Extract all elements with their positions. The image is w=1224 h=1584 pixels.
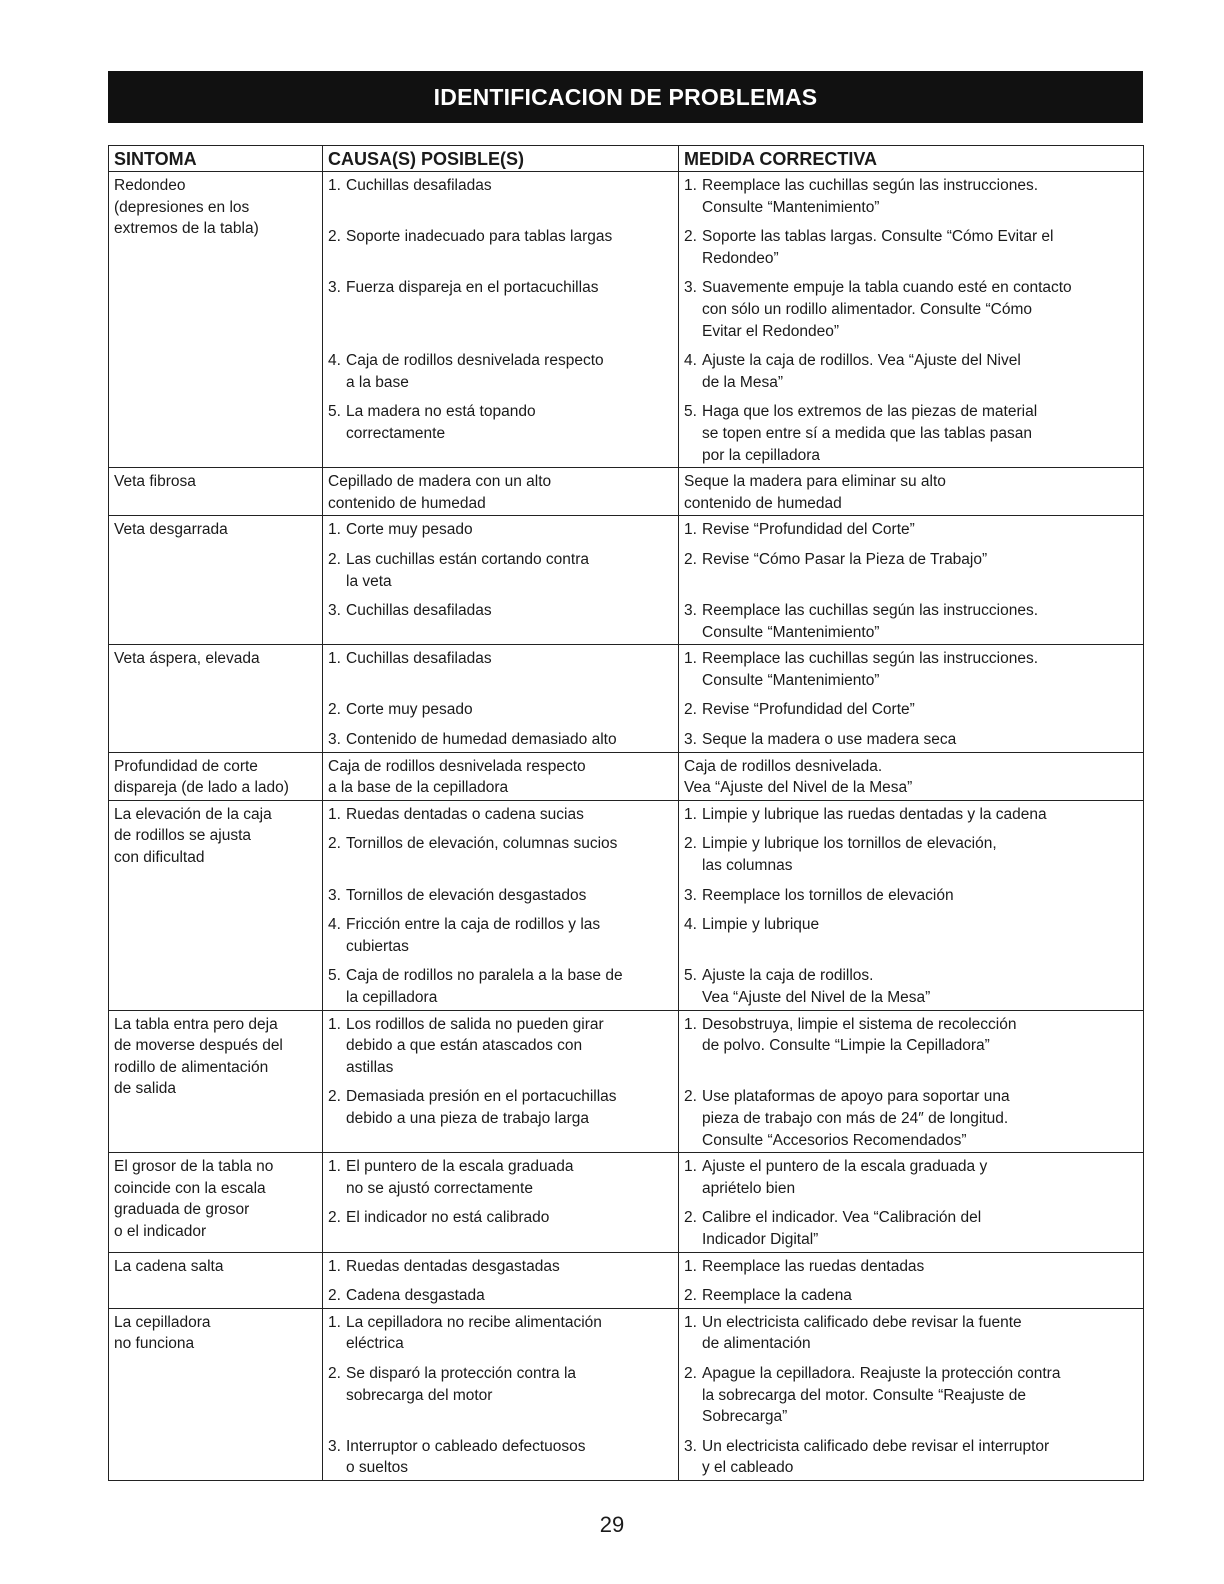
fix-cell [679, 516, 1144, 546]
fix-cell [679, 597, 1144, 645]
fix-item [684, 175, 1139, 218]
cause-item [328, 1285, 674, 1307]
fix-item [684, 1086, 1139, 1151]
fix-text: Reemplace las cuchillas según las instrucciones. Consulte “Mantenimiento” [702, 602, 1038, 641]
fix-text: Un electricista calificado debe revisar el interruptor y el cableado [702, 1437, 1050, 1477]
cause-text: Caja de rodillos desnivelada respecto a la base de la cepilladora [328, 757, 586, 797]
symptom-cell: El grosor de la tabla no coincide con la escala graduada de grosor o el indicador [109, 1153, 323, 1252]
cause-item [328, 699, 674, 721]
item-number: 2. [328, 228, 341, 246]
item-number: 2. [684, 1364, 697, 1382]
cause-item [328, 600, 674, 622]
symptom-cell: La tabla entra pero deja de moverse después del rodillo de alimentación de salida [109, 1010, 323, 1153]
symptom-cell: Redondeo (depresiones en los extremos de la tabla) [109, 172, 323, 468]
fix-item [684, 965, 1139, 1008]
item-number: 2. [684, 835, 697, 853]
cause-item [328, 175, 674, 197]
fix-item [684, 401, 1139, 466]
item-number: 2. [328, 835, 341, 853]
page-number: 29 [599, 1512, 625, 1537]
cause-item [328, 401, 674, 444]
fix-text: Use plataformas de apoyo para soportar una pieza de trabajo con más de 24″ de longitud. Consulte “Accesorios Recomendados” [702, 1088, 1010, 1149]
cause-text: Demasiada presión en el portacuchillas debido a una pieza de trabajo larga [346, 1088, 617, 1127]
fix-cell [679, 398, 1144, 467]
fix-text: Ajuste la caja de rodillos. Vea “Ajuste del Nivel de la Mesa” [702, 352, 1021, 391]
item-number: 2. [684, 550, 697, 568]
cause-item [328, 1156, 674, 1199]
cause-text: Fricción entre la caja de rodillos y las cubiertas [346, 916, 601, 955]
item-number: 1. [684, 521, 697, 539]
cause-text: Fuerza dispareja en el portacuchillas [346, 279, 599, 297]
header-symptom: SINTOMA [109, 146, 323, 172]
fix-text: Haga que los extremos de las piezas de material se topen entre sí a medida que las tablas pasan por la cepilladora [702, 403, 1038, 464]
cause-cell [323, 830, 679, 881]
cause-text: Soporte inadecuado para tablas largas [346, 228, 613, 246]
item-number: 1. [328, 177, 341, 194]
fix-cell [679, 645, 1144, 697]
item-number: 4. [684, 352, 697, 370]
cause-cell [323, 1010, 679, 1083]
symptom-cell: La cadena salta [109, 1252, 323, 1308]
fix-cell [679, 726, 1144, 752]
cause-cell [323, 726, 679, 752]
cause-item [328, 519, 674, 541]
table-row [109, 645, 1144, 697]
cause-item [328, 471, 674, 514]
fix-item [684, 699, 1139, 721]
item-number: 5. [328, 403, 341, 421]
cause-cell [323, 172, 679, 224]
item-number: 1. [328, 1313, 341, 1331]
table-body [109, 172, 1144, 1481]
item-number: 1. [684, 1257, 697, 1275]
fix-item [684, 914, 1139, 936]
cause-cell [323, 274, 679, 347]
item-number: 1. [684, 650, 697, 668]
symptom-cell: Veta desgarrada [109, 516, 323, 645]
item-number: 2. [328, 1287, 341, 1305]
fix-cell [679, 274, 1144, 347]
item-number: 3. [328, 1437, 341, 1455]
cause-cell [323, 1083, 679, 1152]
fix-text: Limpie y lubrique los tornillos de elevación, las columnas [702, 835, 997, 875]
item-number: 2. [328, 550, 341, 568]
fix-cell [679, 468, 1144, 516]
troubleshooting-table [108, 145, 1144, 1481]
cause-cell [323, 223, 679, 274]
item-number: 1. [328, 650, 341, 668]
fix-item [684, 1436, 1139, 1479]
item-number: 3. [328, 602, 341, 620]
fix-cell [679, 1010, 1144, 1083]
cause-item [328, 833, 674, 855]
fix-item [684, 277, 1139, 342]
fix-item [684, 519, 1139, 541]
cause-text: El puntero de la escala graduada no se ajustó correctamente [346, 1158, 574, 1197]
fix-cell [679, 546, 1144, 597]
item-number: 3. [328, 886, 341, 904]
item-number: 3. [684, 886, 697, 904]
item-number: 1. [328, 1158, 341, 1176]
item-number: 1. [684, 1015, 697, 1033]
item-number: 1. [328, 521, 341, 539]
cause-item [328, 729, 674, 751]
fix-text: Seque la madera para eliminar su alto contenido de humedad [684, 473, 946, 512]
cause-text: Los rodillos de salida no pueden girar debido a que están atascados con astillas [346, 1015, 604, 1076]
cause-item [328, 648, 674, 670]
cause-cell [323, 347, 679, 398]
cause-item [328, 549, 674, 592]
fix-text: Ajuste la caja de rodillos. Vea “Ajuste del Nivel de la Mesa” [702, 967, 931, 1006]
fix-cell [679, 223, 1144, 274]
table-row [109, 172, 1144, 224]
cause-text: Contenido de humedad demasiado alto [346, 731, 617, 749]
cause-cell [323, 516, 679, 546]
item-number: 5. [684, 967, 697, 985]
cause-text: Ruedas dentadas o cadena sucias [346, 805, 584, 823]
cause-cell [323, 1204, 679, 1252]
table-row [109, 1153, 1144, 1205]
fix-item [684, 885, 1139, 907]
cause-item [328, 1014, 674, 1079]
cause-text: Caja de rodillos no paralela a la base de la cepilladora [346, 967, 623, 1006]
fix-item [684, 1363, 1139, 1428]
fix-text: Revise “Profundidad del Corte” [702, 521, 915, 539]
fix-item [684, 648, 1139, 691]
item-number: 2. [328, 1209, 341, 1227]
item-number: 2. [328, 1088, 341, 1106]
cause-cell [323, 1252, 679, 1282]
symptom-cell: Profundidad de corte dispareja (de lado a lado) [109, 752, 323, 800]
fix-text: Desobstruya, limpie el sistema de recolección de polvo. Consulte “Limpie la Cepilladora” [702, 1015, 1017, 1055]
fix-item [684, 1156, 1139, 1199]
fix-cell [679, 800, 1144, 830]
table-header-row [109, 146, 1144, 172]
cause-item [328, 350, 674, 393]
item-number: 5. [684, 403, 697, 421]
fix-cell [679, 1083, 1144, 1152]
fix-item [684, 1256, 1139, 1278]
cause-item [328, 756, 674, 799]
page-title: IDENTIFICACION DE PROBLEMAS [433, 83, 818, 110]
cause-text: Cepillado de madera con un alto contenido de humedad [328, 473, 552, 512]
cause-text: Ruedas dentadas desgastadas [346, 1257, 560, 1275]
item-number: 2. [684, 1287, 697, 1305]
fix-text: Limpie y lubrique las ruedas dentadas y la cadena [702, 805, 1047, 823]
cause-item [328, 1363, 674, 1406]
cause-text: Tornillos de elevación, columnas sucios [346, 835, 618, 853]
table-row [109, 1010, 1144, 1083]
table-row [109, 752, 1144, 800]
cause-item [328, 1436, 674, 1479]
item-number: 3. [684, 731, 697, 749]
fix-item [684, 471, 1139, 514]
cause-item [328, 1312, 674, 1355]
item-number: 4. [684, 916, 697, 934]
header-cause: CAUSA(S) POSIBLE(S) [323, 146, 679, 172]
item-number: 2. [328, 1364, 341, 1382]
fix-item [684, 1285, 1139, 1307]
page-title-banner [108, 71, 1143, 123]
fix-cell [679, 1153, 1144, 1205]
table-row [109, 1308, 1144, 1360]
cause-item [328, 885, 674, 907]
fix-text: Un electricista calificado debe revisar la fuente de alimentación [702, 1313, 1022, 1353]
fix-text: Reemplace la cadena [702, 1287, 852, 1305]
fix-text: Calibre el indicador. Vea “Calibración del Indicador Digital” [702, 1209, 982, 1248]
cause-cell [323, 468, 679, 516]
fix-item [684, 600, 1139, 643]
fix-cell [679, 1252, 1144, 1282]
item-number: 2. [328, 701, 341, 719]
item-number: 1. [328, 1015, 341, 1033]
cause-text: Caja de rodillos desnivelada respecto a la base [346, 352, 604, 391]
cause-text: Interruptor o cableado defectuosos o sueltos [346, 1437, 586, 1477]
cause-cell [323, 752, 679, 800]
cause-cell [323, 398, 679, 467]
cause-text: Cadena desgastada [346, 1287, 485, 1305]
cause-cell [323, 800, 679, 830]
fix-cell [679, 696, 1144, 726]
cause-cell [323, 1433, 679, 1481]
cause-text: El indicador no está calibrado [346, 1209, 550, 1227]
cause-text: Corte muy pesado [346, 701, 473, 719]
fix-text: Revise “Profundidad del Corte” [702, 701, 915, 719]
symptom-cell: La elevación de la caja de rodillos se ajusta con dificultad [109, 800, 323, 1010]
fix-item [684, 756, 1139, 799]
cause-cell [323, 962, 679, 1010]
cause-text: Tornillos de elevación desgastados [346, 886, 587, 904]
cause-text: Cuchillas desafiladas [346, 650, 492, 668]
item-number: 3. [328, 731, 341, 749]
fix-cell [679, 962, 1144, 1010]
cause-text: Corte muy pesado [346, 521, 473, 539]
table-row [109, 800, 1144, 830]
fix-cell [679, 1308, 1144, 1360]
cause-cell [323, 1360, 679, 1433]
item-number: 2. [684, 228, 697, 246]
cause-cell [323, 1282, 679, 1308]
cause-cell [323, 597, 679, 645]
fix-text: Revise “Cómo Pasar la Pieza de Trabajo” [702, 550, 988, 568]
item-number: 3. [684, 1437, 697, 1455]
fix-item [684, 804, 1139, 826]
item-number: 2. [684, 1088, 697, 1106]
cause-text: La cepilladora no recibe alimentación eléctrica [346, 1313, 602, 1353]
fix-item [684, 1207, 1139, 1250]
fix-item [684, 549, 1139, 571]
table-row [109, 1252, 1144, 1282]
fix-cell [679, 1433, 1144, 1481]
item-number: 1. [684, 1313, 697, 1331]
item-number: 4. [328, 352, 341, 370]
cause-cell [323, 546, 679, 597]
cause-item [328, 1207, 674, 1229]
fix-item [684, 833, 1139, 876]
item-number: 1. [684, 805, 697, 823]
fix-text: Suavemente empuje la tabla cuando esté en contacto con sólo un rodillo alimentador. Consulte “Cómo Evitar el Redondeo” [702, 279, 1072, 340]
cause-item [328, 1256, 674, 1278]
fix-text: Reemplace las cuchillas según las instrucciones. Consulte “Mantenimiento” [702, 177, 1038, 216]
fix-text: Reemplace las ruedas dentadas [702, 1257, 925, 1275]
item-number: 2. [684, 701, 697, 719]
cause-text: Las cuchillas están cortando contra la veta [346, 550, 589, 590]
fix-cell [679, 752, 1144, 800]
symptom-cell: Veta áspera, elevada [109, 645, 323, 752]
cause-cell [323, 1308, 679, 1360]
cause-cell [323, 1153, 679, 1205]
header-fix: MEDIDA CORRECTIVA [679, 146, 1144, 172]
cause-item [328, 277, 674, 299]
cause-text: Cuchillas desafiladas [346, 177, 492, 194]
fix-cell [679, 1282, 1144, 1308]
item-number: 3. [684, 279, 697, 297]
fix-item [684, 729, 1139, 751]
item-number: 1. [684, 177, 697, 194]
item-number: 3. [684, 602, 697, 620]
cause-item [328, 1086, 674, 1129]
fix-cell [679, 347, 1144, 398]
cause-cell [323, 911, 679, 962]
fix-text: Caja de rodillos desnivelada. Vea “Ajuste del Nivel de la Mesa” [684, 757, 913, 797]
cause-text: Cuchillas desafiladas [346, 602, 492, 620]
cause-item [328, 804, 674, 826]
fix-cell [679, 830, 1144, 881]
symptom-cell: Veta fibrosa [109, 468, 323, 516]
cause-text: La madera no está topando correctamente [346, 403, 536, 442]
fix-text: Ajuste el puntero de la escala graduada y apriételo bien [702, 1158, 988, 1197]
item-number: 1. [328, 805, 341, 823]
item-number: 2. [684, 1209, 697, 1227]
table-row [109, 468, 1144, 516]
fix-cell [679, 882, 1144, 912]
cause-cell [323, 882, 679, 912]
item-number: 5. [328, 967, 341, 985]
item-number: 3. [328, 279, 341, 297]
cause-item [328, 914, 674, 957]
fix-cell [679, 1360, 1144, 1433]
item-number: 4. [328, 916, 341, 934]
item-number: 1. [328, 1257, 341, 1275]
symptom-cell: La cepilladora no funciona [109, 1308, 323, 1480]
fix-text: Soporte las tablas largas. Consulte “Cómo Evitar el Redondeo” [702, 228, 1054, 267]
fix-text: Seque la madera o use madera seca [702, 731, 957, 749]
fix-cell [679, 1204, 1144, 1252]
fix-item [684, 350, 1139, 393]
cause-cell [323, 645, 679, 697]
fix-cell [679, 172, 1144, 224]
fix-item [684, 1312, 1139, 1355]
cause-cell [323, 696, 679, 726]
fix-item [684, 1014, 1139, 1057]
cause-item [328, 965, 674, 1008]
cause-item [328, 226, 674, 248]
fix-text: Apague la cepilladora. Reajuste la protección contra la sobrecarga del motor. Consulte “Reajuste de Sobrecarga” [702, 1364, 1061, 1426]
fix-text: Reemplace los tornillos de elevación [702, 886, 954, 904]
fix-text: Limpie y lubrique [702, 916, 820, 934]
fix-cell [679, 911, 1144, 962]
table-row [109, 516, 1144, 546]
cause-text: Se disparó la protección contra la sobrecarga del motor [346, 1364, 577, 1404]
fix-item [684, 226, 1139, 269]
item-number: 1. [684, 1158, 697, 1176]
fix-text: Reemplace las cuchillas según las instrucciones. Consulte “Mantenimiento” [702, 650, 1038, 689]
